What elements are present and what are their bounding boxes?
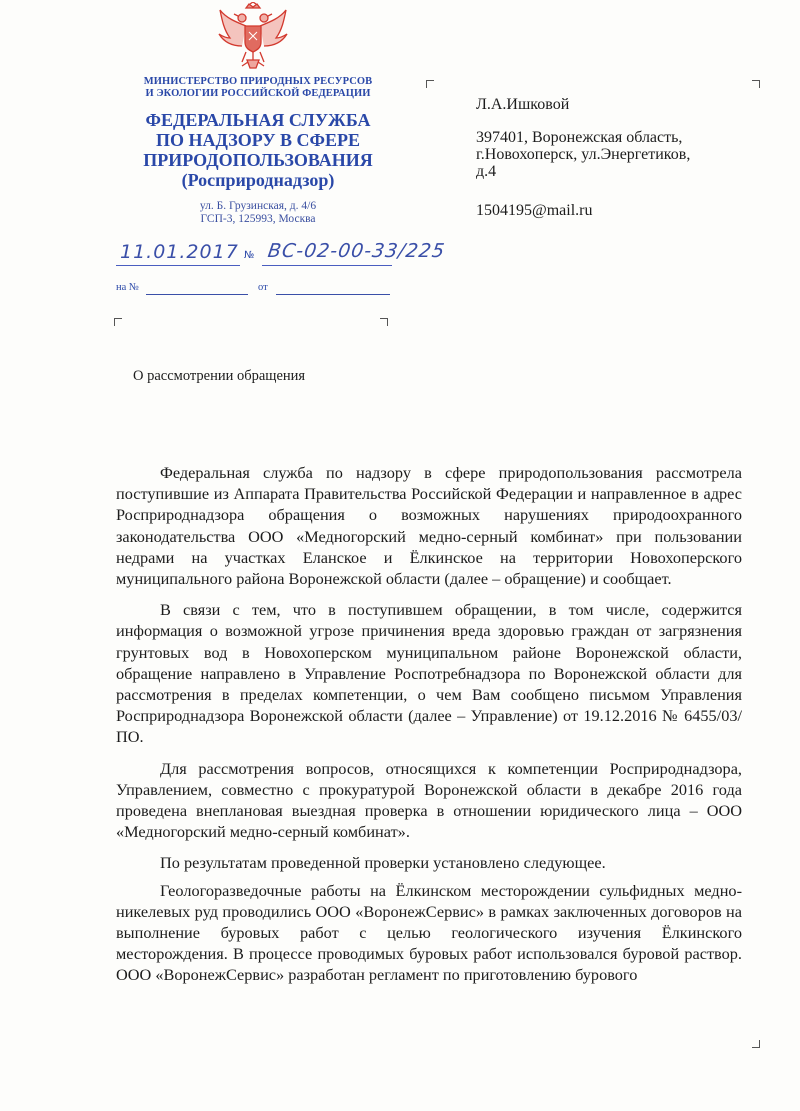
body-paragraph-4: По результатам проведенной проверки установлено следующее. [160, 853, 606, 873]
reference-date-label: от [258, 282, 268, 293]
service-line-4: (Росприроднадзор) [181, 170, 335, 190]
recipient-address [476, 129, 766, 180]
service-line-1: ФЕДЕРАЛЬНАЯ СЛУЖБА [145, 110, 371, 130]
ministry-name [118, 76, 398, 100]
sender-block [118, 76, 398, 226]
recipient-name: Л.А.Ишковой [476, 96, 570, 113]
service-name [118, 110, 398, 190]
reference-number-field [146, 294, 248, 295]
russian-coat-of-arms-icon [216, 2, 290, 70]
body-paragraph-1: Федеральная служба по надзору в сфере природопользования рассмотрела поступившие из Аппарата Правительства Российской Федерации и направленное в адрес Росприроднадзора обращения о возможных нарушениях природоохранного законодательства ООО «Медногорский медно-серный комбинат» при пользовании недрами на участках Еланское и Ёлкинское на территории Новохоперского муниципального района Воронежской области (далее – обращение) и сообщает. [116, 463, 742, 589]
service-line-2: ПО НАДЗОРУ В СФЕРЕ [155, 130, 361, 150]
recipient-address-line-1: 397401, Воронежская область, [476, 129, 683, 146]
letter-subject: О рассмотрении обращения [133, 368, 306, 384]
corner-mark [426, 80, 434, 88]
outgoing-number: ВС-02-00-33/225 [266, 240, 447, 262]
service-line-3: ПРИРОДОПОЛЬЗОВАНИЯ [143, 150, 373, 170]
sender-address [118, 200, 398, 226]
recipient-email: 1504195@mail.ru [476, 202, 593, 219]
corner-mark [752, 1040, 760, 1048]
body-paragraph-5: Геологоразведочные работы на Ёлкинском месторождении сульфидных медно-никелевых руд проводились ООО «ВоронежСервис» в рамках заключенных договоров на выполнение буровых работ с целью геологического изучения Ёлкинского месторождения. В процессе проводимых буровых работ использовался буровой раствор. ООО «ВоронежСервис» разработан регламент по приготовлению бурового [116, 880, 742, 985]
sender-address-line-2: ГСП-3, 125993, Москва [200, 213, 316, 225]
recipient-address-line-3: д.4 [476, 163, 497, 180]
corner-mark [380, 318, 388, 326]
recipient-address-line-2: г.Новохоперск, ул.Энергетиков, [476, 146, 691, 163]
corner-mark [752, 80, 760, 88]
reference-date-field [276, 294, 390, 295]
number-underline [262, 265, 392, 266]
outgoing-date: 11.01.2017 [120, 241, 239, 263]
ministry-line-1: МИНИСТЕРСТВО ПРИРОДНЫХ РЕСУРСОВ [143, 76, 373, 87]
body-paragraph-3: Для рассмотрения вопросов, относящихся к компетенции Росприроднадзора, Управлением, совместно с прокуратурой Воронежской области в декабре 2016 года проведена внеплановая выездная проверка в отношении юридического лица – ООО «Медногорский медно-серный комбинат». [116, 758, 742, 842]
outgoing-number-label: № [244, 250, 256, 261]
letter-body [116, 462, 742, 996]
ministry-line-2: И ЭКОЛОГИИ РОССИЙСКОЙ ФЕДЕРАЦИИ [145, 88, 371, 99]
sender-address-line-1: ул. Б. Грузинская, д. 4/6 [199, 200, 317, 212]
reference-number-label: на № [116, 282, 139, 293]
date-underline [116, 265, 240, 266]
recipient-block [476, 96, 766, 219]
corner-mark [114, 318, 122, 326]
body-paragraph-2: В связи с тем, что в поступившем обращении, в том числе, содержится информация о возможной угрозе причинения вреда здоровью граждан от загрязнения грунтовых вод в Новохоперском муниципальном районе Воронежской области, обращение направлено в Управление Роспотребнадзора по Воронежской области для рассмотрения в пределах компетенции, о чем Вам сообщено письмом Управления Росприроднадзора Воронежской области (далее – Управление) от 19.12.2016 № 6455/03/ПО. [116, 600, 742, 747]
